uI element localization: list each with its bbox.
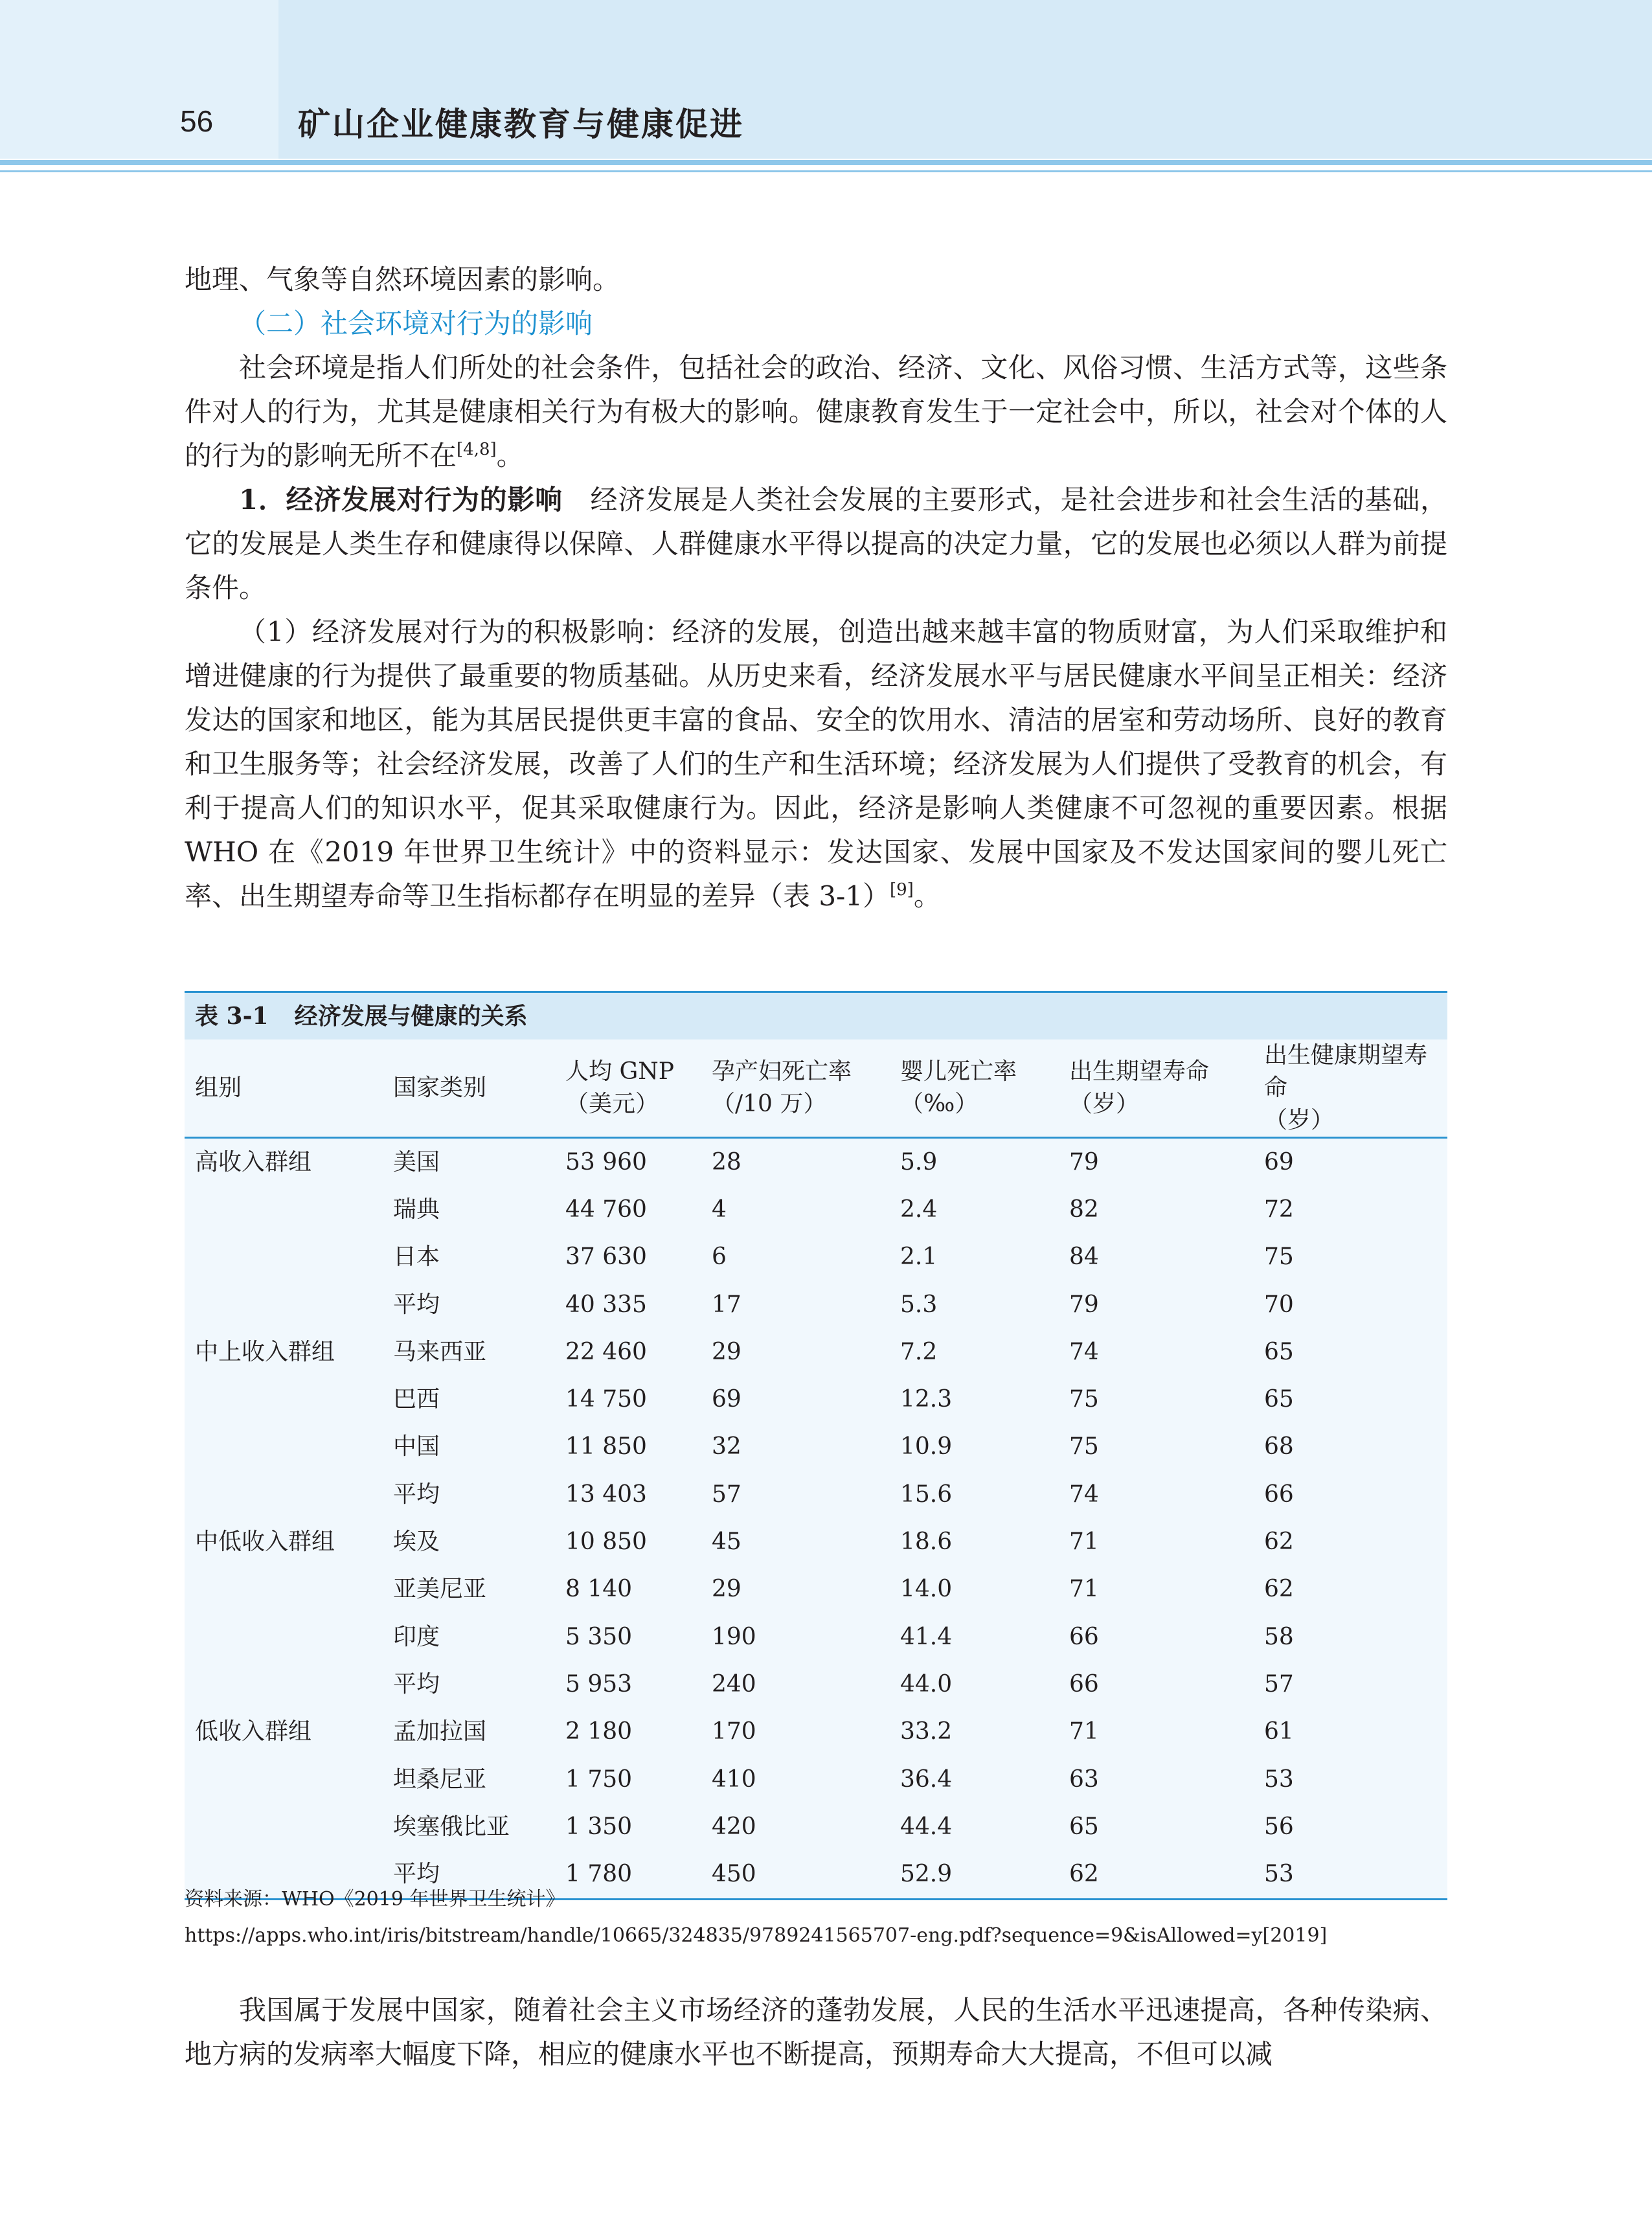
paragraph-economic-development: [185, 478, 1447, 610]
table-cell: 71: [1069, 1528, 1099, 1556]
table-cell: 79: [1069, 1291, 1099, 1318]
running-title: 矿山企业健康教育与健康促进: [298, 105, 744, 143]
table-cell: 75: [1264, 1244, 1294, 1271]
table-cell: [185, 1613, 383, 1661]
table-cell: 马来西亚: [393, 1338, 487, 1365]
table-cell: 孟加拉国: [393, 1718, 487, 1745]
table-cell: 中国: [393, 1433, 440, 1460]
table-cell: 18.6: [900, 1528, 953, 1556]
page-number: 56: [180, 104, 214, 138]
table-cell: 低收入群组: [195, 1718, 312, 1745]
table-cell: 65: [1264, 1338, 1294, 1365]
table-cell: 65: [1264, 1386, 1294, 1413]
header-rule-thin: [0, 170, 1652, 172]
table-cell: 66: [1069, 1670, 1099, 1698]
table-cell: 巴西: [393, 1386, 440, 1413]
column-header: 人均 GNP （美元）: [555, 1039, 701, 1138]
table-cell: 5 350: [565, 1623, 633, 1650]
table-cell: 坦桑尼亚: [393, 1766, 487, 1793]
table-cell: 58: [1264, 1623, 1294, 1650]
table-row: [185, 1424, 1447, 1471]
table-caption: [185, 991, 1447, 1039]
paragraph-positive-impact: [185, 610, 1447, 918]
table-row: [185, 1661, 1447, 1708]
table-cell: 6: [712, 1244, 727, 1271]
table-cell: 15.6: [900, 1481, 953, 1508]
column-header: 国家类别: [383, 1039, 555, 1138]
table-cell: 高收入群组: [195, 1148, 312, 1175]
table-cell: 1 780: [555, 1850, 701, 1899]
table-cell: 平均: [383, 1850, 555, 1899]
paragraph-tail: 。: [496, 440, 524, 471]
column-header: 组别: [185, 1039, 383, 1138]
table-cell: 53: [1264, 1766, 1294, 1793]
table-cell: 中上收入群组: [195, 1338, 335, 1365]
table-cell: 69: [712, 1386, 741, 1413]
data-table: [185, 1039, 1447, 1900]
table-row: [185, 1376, 1447, 1423]
table-cell: 10.9: [900, 1433, 953, 1460]
table-cell: 亚美尼亚: [393, 1576, 487, 1603]
column-header: 出生期望寿命 （岁）: [1059, 1039, 1254, 1138]
paragraph-continuation: 地理、气象等自然环境因素的影响。: [185, 264, 620, 295]
column-header: 孕产妇死亡率 （/10 万）: [701, 1039, 890, 1138]
table-3-1: [185, 991, 1447, 1900]
table-row: [185, 1566, 1447, 1613]
table-cell: 33.2: [900, 1718, 953, 1745]
table-cell: 53 960: [565, 1148, 647, 1175]
table-row: [185, 1756, 1447, 1803]
table-cell: 240: [712, 1670, 756, 1698]
paragraph-social-environment: [185, 346, 1447, 478]
table-cell: 66: [1264, 1481, 1294, 1508]
table-cell: 37 630: [565, 1244, 647, 1271]
table-label: 表 3-1: [195, 1003, 269, 1030]
table-cell: 1 750: [565, 1766, 633, 1793]
table-row: [185, 1613, 1447, 1661]
table-cell: [185, 1661, 383, 1708]
table-cell: 平均: [393, 1291, 440, 1318]
citation: [9]: [890, 880, 914, 900]
table-cell: 72: [1264, 1196, 1294, 1223]
source-url: https://apps.who.int/iris/bitstream/handle/10665/324835/9789241565707-eng.pdf?sequence=9&isAllowed=y[2019]: [185, 1924, 1328, 1947]
paragraph-china: 我国属于发展中国家，随着社会主义市场经济的蓬勃发展，人民的生活水平迅速提高，各种传染病、地方病的发病率大幅度下降，相应的健康水平也不断提高，预期寿命大大提高，不但可以减: [185, 1994, 1447, 2070]
table-cell: 14 750: [565, 1386, 647, 1413]
table-cell: [185, 1471, 383, 1518]
table-cell: 平均: [393, 1481, 440, 1508]
table-cell: 62: [1264, 1576, 1294, 1603]
table-cell: 中低收入群组: [195, 1528, 335, 1556]
table-cell: 170: [712, 1718, 756, 1745]
table-cell: 22 460: [565, 1338, 647, 1365]
table-cell: 57: [712, 1481, 741, 1508]
table-cell: 44.4: [900, 1813, 953, 1840]
header-page-number-box: [0, 0, 278, 159]
table-cell: [185, 1803, 383, 1850]
table-cell: 32: [712, 1433, 741, 1460]
table-cell: 28: [712, 1148, 741, 1175]
table-row: [185, 1281, 1447, 1328]
table-cell: 印度: [393, 1623, 440, 1650]
table-header-row: [185, 1039, 1447, 1138]
table-cell: 40 335: [565, 1291, 647, 1318]
table-cell: 17: [712, 1291, 741, 1318]
paragraph-tail: 。: [913, 880, 941, 912]
table-cell: 4: [712, 1196, 727, 1223]
table-cell: 56: [1264, 1813, 1294, 1840]
table-cell: 44 760: [565, 1196, 647, 1223]
table-cell: 71: [1069, 1718, 1099, 1745]
paragraph-text: 经济发展是人类社会发展的主要形式，是社会进步和社会生活的基础，它的发展是人类生存和健康得以保障、人群健康水平得以提高的决定力量，它的发展也必须以人群为前提条件。: [185, 484, 1447, 604]
table-cell: 10 850: [565, 1528, 647, 1556]
table-cell: [185, 1756, 383, 1803]
table-cell: 13 403: [565, 1481, 647, 1508]
table-cell: 1 350: [565, 1813, 633, 1840]
table-cell: 36.4: [900, 1766, 953, 1793]
table-cell: 2.4: [900, 1196, 938, 1223]
header-rule: [0, 160, 1652, 165]
table-cell: 410: [712, 1766, 756, 1793]
table-row: [185, 1234, 1447, 1281]
section-heading: （二）社会环境对行为的影响: [239, 308, 593, 339]
table-cell: 62: [1059, 1850, 1254, 1899]
table-cell: 美国: [393, 1148, 440, 1175]
column-header: 出生健康期望寿命 （岁）: [1254, 1039, 1447, 1138]
table-cell: 75: [1069, 1433, 1099, 1460]
table-cell: 52.9: [890, 1850, 1059, 1899]
table-cell: 62: [1264, 1528, 1294, 1556]
table-cell: 66: [1069, 1623, 1099, 1650]
table-cell: 57: [1264, 1670, 1294, 1698]
table-cell: 63: [1069, 1766, 1099, 1793]
body-text-top: [185, 258, 1447, 918]
paragraph-text: 社会环境是指人们所处的社会条件，包括社会的政治、经济、文化、风俗习惯、生活方式等，这些条件对人的行为，尤其是健康相关行为有极大的影响。健康教育发生于一定社会中，所以，社会对个体的人的行为的影响无所不在: [185, 352, 1447, 471]
table-row: [185, 1328, 1447, 1376]
table-cell: 埃及: [393, 1528, 440, 1556]
body-text-bottom: [185, 1988, 1447, 2076]
table-cell: 2 180: [565, 1718, 633, 1745]
table-cell: 74: [1069, 1481, 1099, 1508]
table-cell: 450: [701, 1850, 890, 1899]
table-cell: 65: [1069, 1813, 1099, 1840]
table-cell: 12.3: [900, 1386, 953, 1413]
table-cell: [185, 1566, 383, 1613]
table-title: 经济发展与健康的关系: [294, 1003, 528, 1030]
table-cell: 8 140: [565, 1576, 633, 1603]
table-cell: 84: [1069, 1244, 1099, 1271]
table-cell: 29: [712, 1338, 741, 1365]
table-row: [185, 1518, 1447, 1565]
table-cell: 埃塞俄比亚: [393, 1813, 510, 1840]
table-cell: [185, 1424, 383, 1471]
table-cell: [185, 1281, 383, 1328]
table-cell: 79: [1069, 1148, 1099, 1175]
table-cell: 71: [1069, 1576, 1099, 1603]
table-cell: 68: [1264, 1433, 1294, 1460]
paragraph-lead: 1．经济发展对行为的影响: [239, 484, 563, 516]
table-cell: 平均: [393, 1670, 440, 1698]
table-cell: 53: [1254, 1850, 1447, 1899]
table-cell: [185, 1376, 383, 1423]
table-row: [185, 1471, 1447, 1518]
table-cell: 41.4: [900, 1623, 953, 1650]
table-cell: 74: [1069, 1338, 1099, 1365]
table-cell: [185, 1234, 383, 1281]
table-cell: 14.0: [900, 1576, 953, 1603]
table-cell: 29: [712, 1576, 741, 1603]
table-cell: 61: [1264, 1718, 1294, 1745]
column-header: 婴儿死亡率 （‰）: [890, 1039, 1059, 1138]
table-cell: 45: [712, 1528, 741, 1556]
table-cell: 瑞典: [393, 1196, 440, 1223]
table-cell: 5.9: [900, 1148, 938, 1175]
table-row: [185, 1138, 1447, 1187]
table-cell: 日本: [393, 1244, 440, 1271]
source-line: 资料来源：WHO《2019 年世界卫生统计》: [185, 1888, 565, 1911]
table-cell: 5 953: [565, 1670, 633, 1698]
table-row: [185, 1803, 1447, 1850]
table-cell: [185, 1186, 383, 1233]
table-row: [185, 1709, 1447, 1756]
table-cell: 5.3: [900, 1291, 938, 1318]
table-cell: 69: [1264, 1148, 1294, 1175]
table-cell: 75: [1069, 1386, 1099, 1413]
table-cell: 82: [1069, 1196, 1099, 1223]
table-cell: 2.1: [900, 1244, 938, 1271]
table-cell: 420: [712, 1813, 756, 1840]
table-cell: 7.2: [900, 1338, 938, 1365]
table-row: [185, 1186, 1447, 1233]
table-cell: 11 850: [565, 1433, 647, 1460]
table-cell: 44.0: [900, 1670, 953, 1698]
paragraph-text: （1）经济发展对行为的积极影响：经济的发展，创造出越来越丰富的物质财富，为人们采取维护和增进健康的行为提供了最重要的物质基础。从历史来看，经济发展水平与居民健康水平间呈正相关：经济发达的国家和地区，能为其居民提供更丰富的食品、安全的饮用水、清洁的居室和劳动场所、良好的教育和卫生服务等；社会经济发展，改善了人们的生产和生活环境；经济发展为人们提供了受教育的机会，有利于提高人们的知识水平，促其采取健康行为。因此，经济是影响人类健康不可忽视的重要因素。根据 WHO 在《2019 年世界卫生统计》中的资料显示：发达国家、发展中国家及不发达国家间的婴儿死亡率、出生期望寿命等卫生指标都存在明显的差异（表 3-1）: [185, 616, 1447, 912]
citation: [4,8]: [457, 440, 497, 459]
table-cell: 70: [1264, 1291, 1294, 1318]
table-cell: 190: [712, 1623, 756, 1650]
table-source: [185, 1881, 1327, 1954]
